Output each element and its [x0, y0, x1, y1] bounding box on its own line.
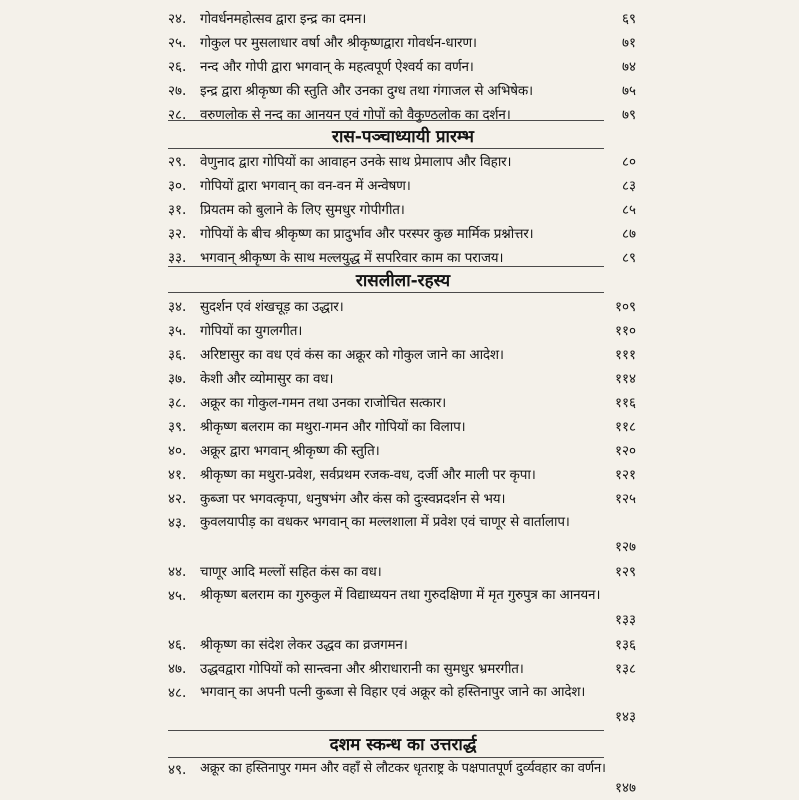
entry-page: १३६: [614, 637, 636, 653]
entry-number: ३४.: [168, 299, 187, 315]
entry-page: ७४: [621, 59, 636, 75]
toc-entry: [0, 391, 799, 415]
entry-page: १२५: [614, 491, 636, 507]
entry-page: ७९: [621, 107, 636, 123]
toc-entry: [0, 174, 799, 198]
entry-number: ४०.: [168, 443, 187, 459]
toc-entry: [0, 560, 799, 584]
divider: [168, 266, 604, 267]
entry-title: उद्धवद्वारा गोपियों को सान्त्वना और श्रीराधारानी का सुमधुर भ्रमरगीत।: [200, 661, 524, 677]
entry-page: १०९: [614, 299, 636, 315]
entry-page: ६९: [621, 11, 636, 27]
entry-page: ८३: [621, 178, 636, 194]
entry-number: २५.: [168, 35, 187, 51]
entry-page: ७१: [621, 35, 636, 51]
entry-page: ११८: [614, 419, 636, 435]
entry-number: ३५.: [168, 323, 187, 339]
entry-number: ३३.: [168, 250, 187, 266]
entry-number: ३९.: [168, 419, 187, 435]
entry-number: ४४.: [168, 564, 187, 580]
entry-number: ४८.: [168, 685, 187, 701]
entry-number: २६.: [168, 59, 187, 75]
entry-number: ३८.: [168, 395, 187, 411]
toc-entry: [0, 31, 799, 55]
section-heading: रासलीला-रहस्य: [355, 271, 451, 291]
divider: [168, 120, 604, 121]
entry-number: ४६.: [168, 637, 187, 653]
entry-page: ११६: [614, 395, 636, 411]
entry-number: ३६.: [168, 347, 187, 363]
entry-title: गोकुल पर मुसलाधार वर्षा और श्रीकृष्णद्वारा गोवर्धन-धारण।: [200, 35, 477, 51]
entry-page: ८५: [621, 202, 636, 218]
entry-title: अक्रूर द्वारा भगवान् श्रीकृष्ण की स्तुति।: [200, 443, 380, 459]
entry-title: भगवान् का अपनी पत्नी कुब्जा से विहार एवं अक्रूर को हस्तिनापुर जाने का आदेश।: [200, 684, 586, 700]
entry-title: गोपियों के बीच श्रीकृष्ण का प्रादुर्भाव और परस्पर कुछ मार्मिक प्रश्नोत्तर।: [200, 226, 534, 242]
entry-title: श्रीकृष्ण का संदेश लेकर उद्धव का व्रजगमन।: [200, 637, 408, 653]
toc-entry: [0, 463, 799, 487]
toc-entry: [0, 295, 799, 319]
toc-entry: [0, 55, 799, 79]
entry-number: ३०.: [168, 178, 187, 194]
entry-number: ३१.: [168, 202, 187, 218]
entry-title: श्रीकृष्ण बलराम का मथुरा-गमन और गोपियों का विलाप।: [200, 419, 466, 435]
entry-title: प्रियतम को बुलाने के लिए सुमधुर गोपीगीत।: [200, 202, 405, 218]
entry-title: अक्रूर का गोकुल-गमन तथा उनका राजोचित सत्कार।: [200, 395, 447, 411]
divider: [168, 292, 604, 293]
section-heading: दशम स्कन्ध का उत्तरार्द्ध: [329, 735, 477, 755]
entry-title: केशी और व्योमासुर का वध।: [200, 371, 334, 387]
toc-entry: [0, 760, 799, 800]
entry-page: १३८: [614, 661, 636, 677]
entry-title: अरिष्टासुर का वध एवं कंस का अक्रूर को गोकुल जाने का आदेश।: [200, 347, 504, 363]
entry-number: ४७.: [168, 661, 187, 677]
toc-entry: [0, 511, 799, 559]
entry-number: ३७.: [168, 371, 187, 387]
entry-title: गोपियों द्वारा भगवान् का वन-वन में अन्वेषण।: [200, 178, 411, 194]
entry-page: ७५: [621, 83, 636, 99]
entry-title: श्रीकृष्ण बलराम का गुरुकुल में विद्याध्ययन तथा गुरुदक्षिणा में मृत गुरुपुत्र का आनयन।: [200, 587, 601, 603]
toc-entry: [0, 319, 799, 343]
entry-title: अक्रूर का हस्तिनापुर गमन और वहाँ से लौटकर धृतराष्ट्र के पक्षपातपूर्ण दुर्व्यवहार का वर्णन।: [200, 761, 606, 776]
entry-page: १२९: [614, 564, 636, 580]
toc-entry: [0, 487, 799, 511]
entry-page: ८९: [621, 250, 636, 266]
entry-number: २९.: [168, 154, 187, 170]
entry-number: ४५.: [168, 588, 187, 604]
toc-entry: [0, 343, 799, 367]
entry-number: ४२.: [168, 491, 187, 507]
entry-page: १२७: [614, 539, 636, 555]
entry-number: ४३.: [168, 515, 187, 531]
toc-entry: [0, 657, 799, 681]
toc-entry: [0, 222, 799, 246]
toc-entry: [0, 150, 799, 174]
divider: [168, 757, 604, 758]
toc-entry: [0, 367, 799, 391]
entry-page: १३३: [614, 612, 636, 628]
entry-title: गोपियों का युगलगीत।: [200, 323, 303, 339]
entry-title: वरुणलोक से नन्द का आनयन एवं गोपों को वैकुण्ठलोक का दर्शन।: [200, 107, 511, 123]
entry-title: नन्द और गोपी द्वारा भगवान् के महत्वपूर्ण ऐश्वर्य का वर्णन।: [200, 59, 474, 75]
entry-title: कुब्जा पर भगवत्कृपा, धनुषभंग और कंस को दुःस्वप्नदर्शन से भय।: [200, 491, 506, 507]
entry-title: वेणुनाद द्वारा गोपियों का आवाहन उनके साथ प्रेमालाप और विहार।: [200, 154, 512, 170]
section-heading: रास-पञ्चाध्यायी प्रारम्भ: [332, 127, 474, 147]
entry-page: १११: [614, 347, 636, 363]
entry-page: ११४: [614, 371, 636, 387]
toc-entry: [0, 681, 799, 729]
entry-title: सुदर्शन एवं शंखचूड़ का उद्धार।: [200, 299, 344, 315]
divider: [168, 730, 604, 731]
entry-number: २४.: [168, 11, 187, 27]
toc-entry: [0, 633, 799, 657]
entry-number: २७.: [168, 83, 187, 99]
toc-entry: [0, 198, 799, 222]
entry-number: २८.: [168, 107, 187, 123]
entry-page: १४७: [614, 780, 636, 796]
entry-title: भगवान् श्रीकृष्ण के साथ मल्लयुद्ध में सपरिवार काम का पराजय।: [200, 250, 504, 266]
entry-title: श्रीकृष्ण का मथुरा-प्रवेश, सर्वप्रथम रजक-वध, दर्जी और माली पर कृपा।: [200, 467, 536, 483]
toc-entry: [0, 79, 799, 103]
entry-page: ११०: [614, 323, 636, 339]
entry-page: ८०: [621, 154, 636, 170]
toc-entry: [0, 7, 799, 31]
entry-page: १४३: [614, 709, 636, 725]
entry-title: गोवर्धनमहोत्सव द्वारा इन्द्र का दमन।: [200, 11, 367, 27]
entry-number: ३२.: [168, 226, 187, 242]
divider: [168, 148, 604, 149]
entry-title: चाणूर आदि मल्लों सहित कंस का वध।: [200, 564, 382, 580]
entry-page: १२१: [614, 467, 636, 483]
entry-title: इन्द्र द्वारा श्रीकृष्ण की स्तुति और उनका दुग्ध तथा गंगाजल से अभिषेक।: [200, 83, 533, 99]
entry-number: ४१.: [168, 467, 187, 483]
entry-number: ४९.: [168, 762, 187, 778]
toc-entry: [0, 415, 799, 439]
toc-entry: [0, 439, 799, 463]
entry-page: ८७: [621, 226, 636, 242]
toc-entry: [0, 584, 799, 632]
entry-page: १२०: [614, 443, 636, 459]
entry-title: कुवलयापीड़ का वधकर भगवान् का मल्लशाला में प्रवेश एवं चाणूर से वार्तालाप।: [200, 514, 570, 530]
